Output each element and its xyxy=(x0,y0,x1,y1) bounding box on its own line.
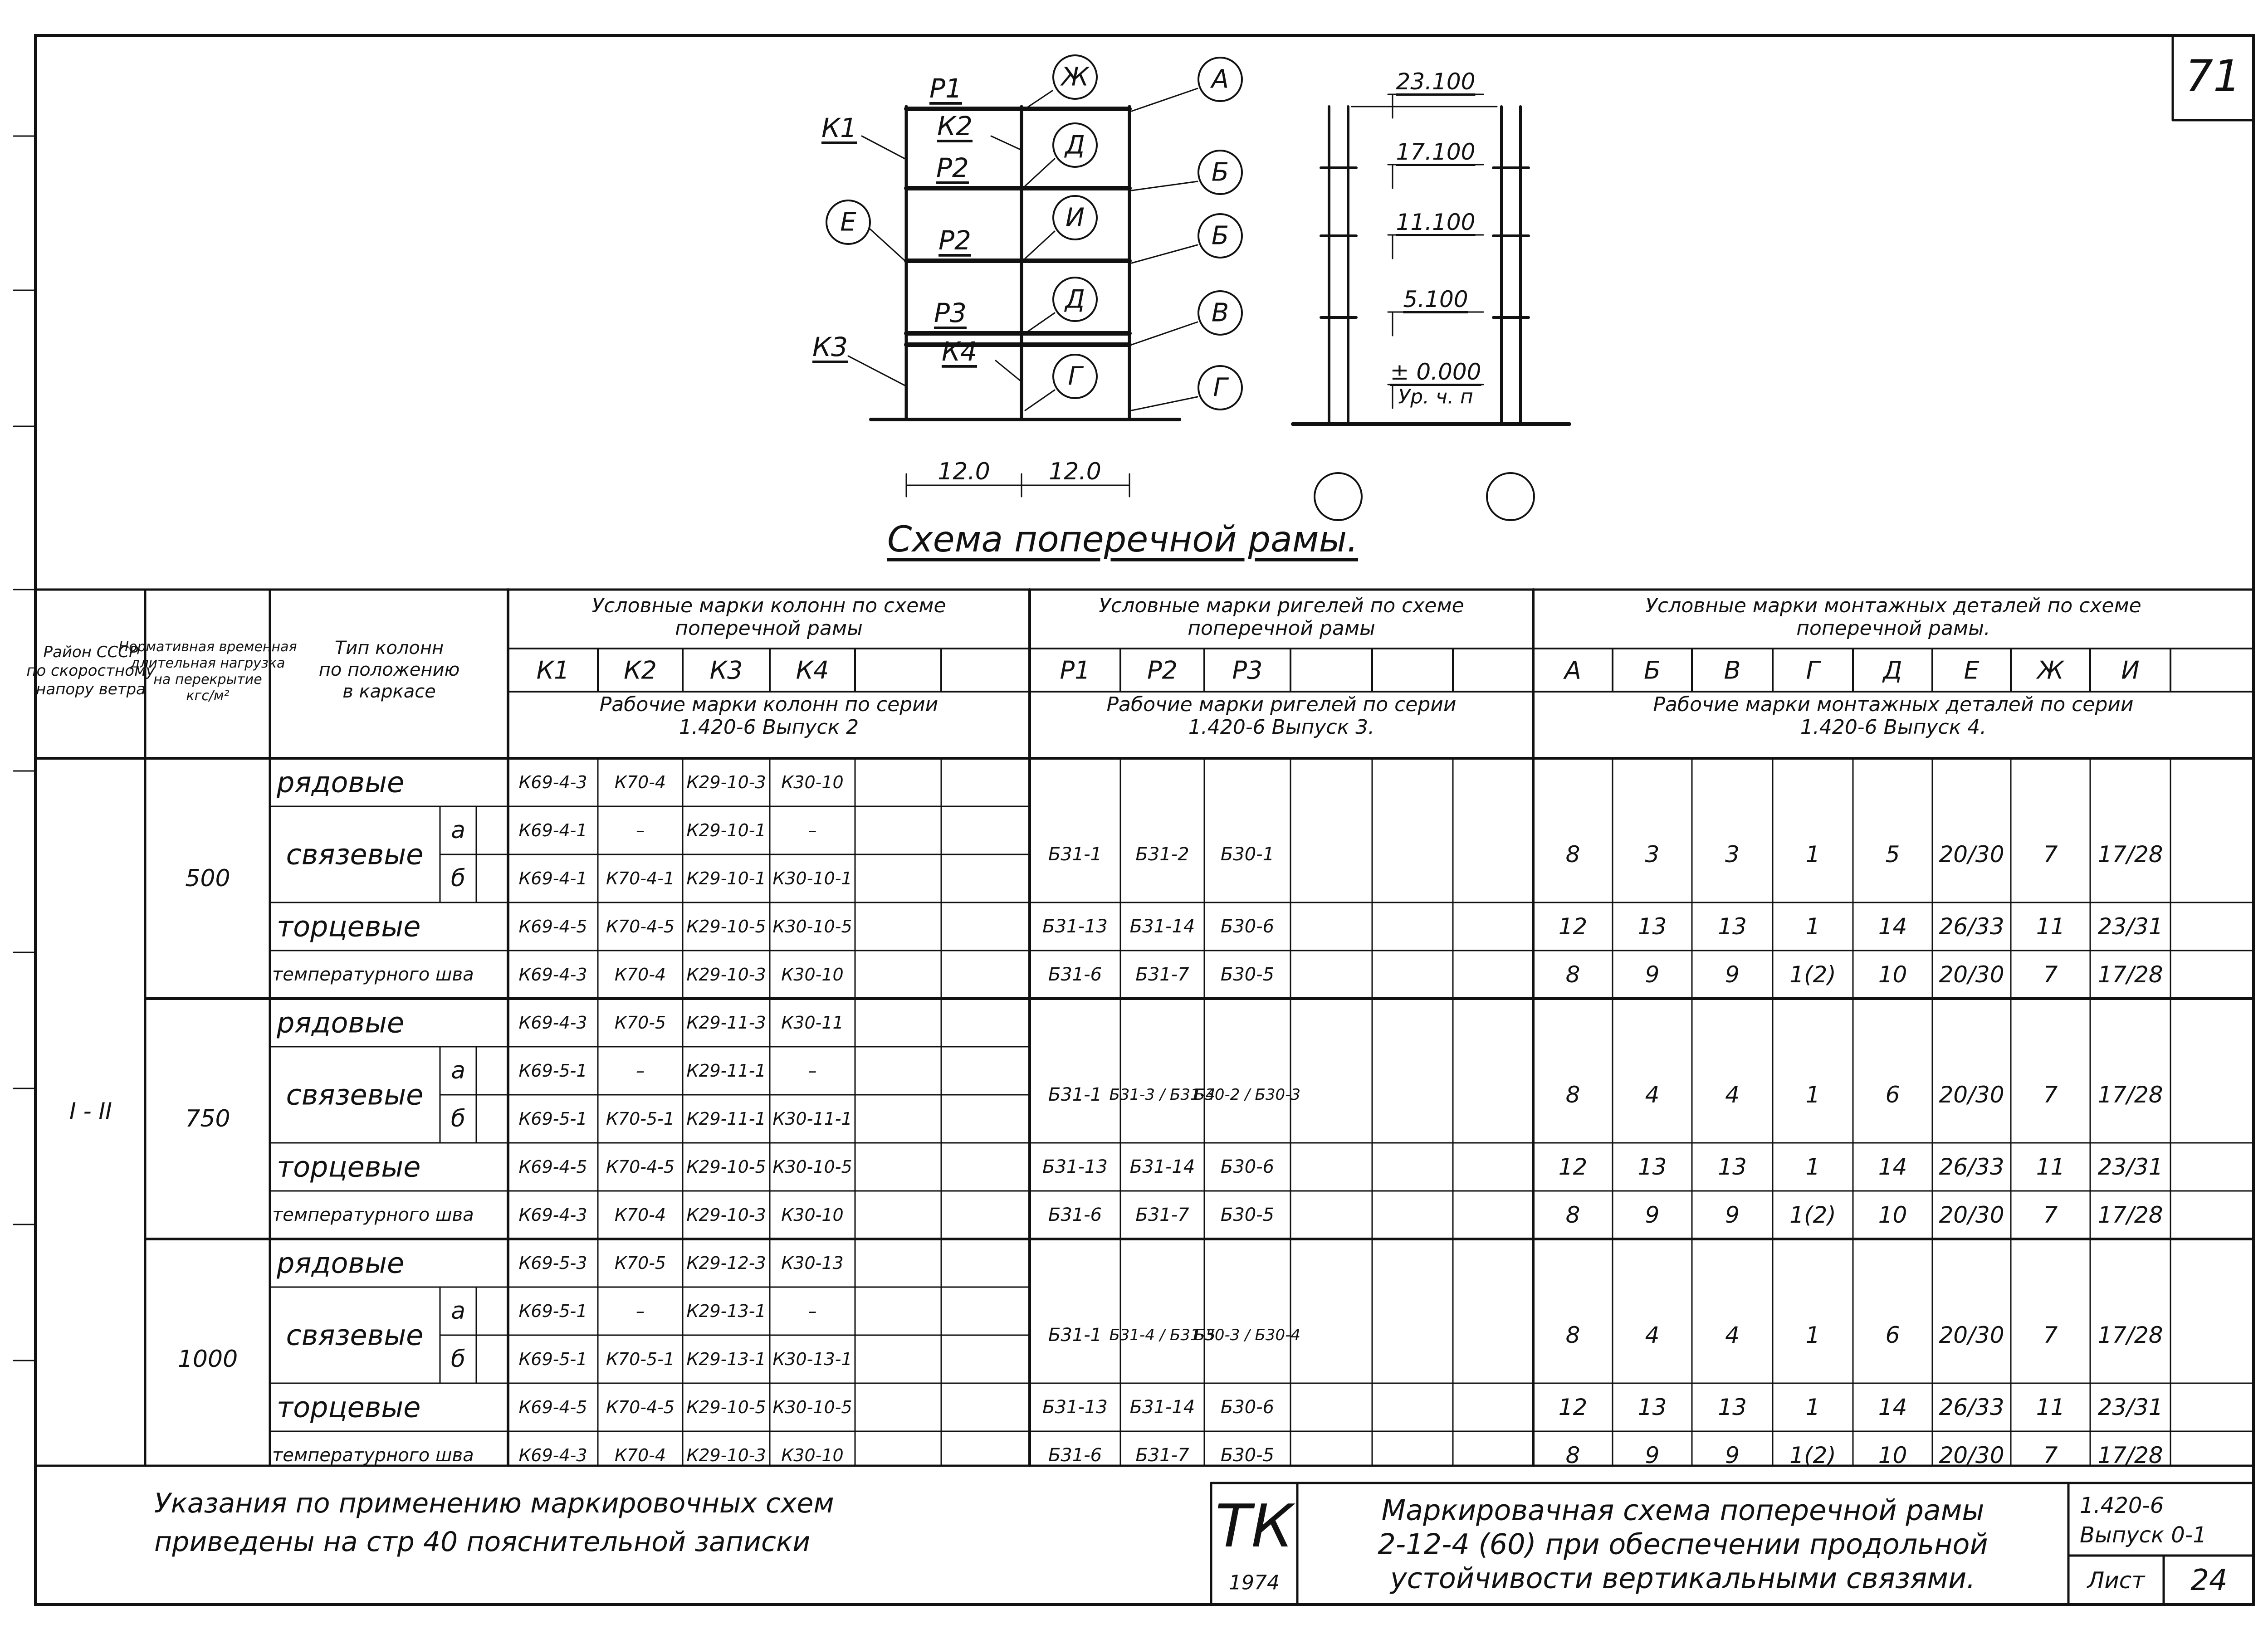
leader-line xyxy=(996,361,1021,381)
detail-mark-cell: 1 xyxy=(1805,1154,1820,1180)
rigel-mark-cell: Б31-14 xyxy=(1129,1156,1195,1177)
brace-variant: б xyxy=(450,865,466,892)
column-mark-cell: К30-10 xyxy=(781,965,844,985)
column-type: рядовые xyxy=(277,1246,405,1280)
detail-mark-cell: 3 xyxy=(1725,841,1740,868)
head-rigel-mark: Р1 xyxy=(1060,656,1090,685)
detail-mark-cell: 11 xyxy=(2036,1394,2065,1420)
rigel-mark-cell: Б31-1 xyxy=(1048,1325,1102,1346)
detail-mark-cell: 13 xyxy=(1718,1394,1747,1420)
brace-variant: а xyxy=(451,817,465,844)
detail-mark-label: Д xyxy=(1065,130,1085,160)
column-mark-cell: К69-4-3 xyxy=(518,1013,587,1033)
column-mark-cell: К30-13 xyxy=(781,1253,844,1273)
detail-mark-cell: 9 xyxy=(1645,1442,1660,1468)
rigel-mark-cell: Б30-5 xyxy=(1220,964,1275,985)
column-mark-cell: К69-4-3 xyxy=(518,1445,587,1465)
detail-mark-cell: 7 xyxy=(2043,961,2058,988)
column-mark-cell: – xyxy=(808,820,817,840)
column-mark-cell: – xyxy=(636,1061,645,1081)
detail-mark-cell: 6 xyxy=(1885,1322,1900,1348)
detail-mark-cell: 12 xyxy=(1558,913,1588,940)
detail-mark-cell: 20/30 xyxy=(1939,841,2004,868)
head-detail-mark: Б xyxy=(1643,656,1661,685)
column-type: связевые xyxy=(286,838,424,871)
column-mark-cell: К29-10-5 xyxy=(686,1397,766,1417)
column-mark-cell: К69-4-3 xyxy=(518,965,587,985)
member-label: К3 xyxy=(812,332,848,362)
column-mark-cell: К29-10-1 xyxy=(686,820,766,840)
detail-mark-label: В xyxy=(1211,298,1229,328)
column-type: торцевые xyxy=(277,1390,421,1424)
detail-mark-cell: 11 xyxy=(2036,1154,2065,1180)
detail-mark-cell: 7 xyxy=(2043,1322,2058,1348)
detail-mark-cell: 26/33 xyxy=(1939,1394,2004,1420)
column-mark-cell: – xyxy=(808,1301,817,1321)
elevation-label: 23.100 xyxy=(1396,68,1476,95)
column-mark-cell: К30-11-1 xyxy=(772,1109,852,1129)
detail-mark-cell: 26/33 xyxy=(1939,913,2004,940)
head-details-series: Рабочие марки монтажных деталей по серии 1.420-6 Выпуск 4. xyxy=(1653,693,2134,739)
detail-mark-cell: 14 xyxy=(1878,1394,1907,1420)
column-type: температурного шва xyxy=(272,1205,474,1225)
column-mark-cell: К30-10 xyxy=(781,1445,844,1465)
level-note: Ур. ч. п xyxy=(1398,385,1473,409)
column-mark-cell: К70-5 xyxy=(614,1013,666,1033)
issue-number: Выпуск 0-1 xyxy=(2080,1522,2207,1548)
brace-variant: а xyxy=(451,1297,465,1325)
detail-mark-cell: 10 xyxy=(1878,961,1907,988)
detail-mark-cell: 20/30 xyxy=(1939,1202,2004,1228)
brace-variant: б xyxy=(450,1346,466,1373)
rigel-mark-cell: Б31-1 xyxy=(1048,844,1102,865)
column-mark-cell: К30-10-5 xyxy=(772,917,852,937)
sheet-title: устойчивости вертикальными связями. xyxy=(1390,1561,1976,1595)
column-mark-cell: К30-11 xyxy=(781,1013,844,1033)
head-detail-mark: Д xyxy=(1883,656,1902,685)
detail-mark-cell: 1 xyxy=(1805,913,1820,940)
member-label: Р3 xyxy=(934,298,967,328)
column-mark-cell: К29-13-1 xyxy=(686,1301,766,1321)
head-columns-series: Рабочие марки колонн по серии 1.420-6 Выпуск 2 xyxy=(599,693,938,739)
detail-mark-cell: 8 xyxy=(1565,1442,1580,1468)
leader-line xyxy=(1025,390,1055,410)
detail-mark-cell: 13 xyxy=(1637,913,1667,940)
member-label: К2 xyxy=(937,111,973,141)
head-rigel-mark: Р2 xyxy=(1147,656,1178,685)
column-mark-cell: К29-10-5 xyxy=(686,1157,766,1177)
column-mark-cell: К30-10 xyxy=(781,1205,844,1225)
detail-mark-cell: 10 xyxy=(1878,1202,1907,1228)
detail-mark-cell: 5 xyxy=(1885,841,1900,868)
tk-mark: ТК xyxy=(1215,1492,1293,1561)
column-mark-cell: К70-4 xyxy=(614,1205,666,1225)
detail-mark-cell: 13 xyxy=(1718,913,1747,940)
detail-mark-cell: 13 xyxy=(1637,1154,1667,1180)
elevation-label: 11.100 xyxy=(1396,209,1476,235)
member-label: К4 xyxy=(941,336,978,367)
elevation-label: ± 0.000 xyxy=(1390,359,1481,385)
head-region: Район СССР по скоростному напору ветра xyxy=(26,643,155,698)
leader-line xyxy=(1025,231,1055,259)
detail-mark-cell: 9 xyxy=(1725,961,1740,988)
column-mark-cell: К70-4-5 xyxy=(606,1397,675,1417)
leader-line xyxy=(1025,91,1052,109)
column-mark-cell: К29-11-1 xyxy=(686,1109,766,1129)
detail-mark-cell: 1(2) xyxy=(1789,961,1836,988)
rigel-mark-cell: Б31-7 xyxy=(1135,1205,1189,1225)
rigel-mark-cell: Б31-6 xyxy=(1048,964,1102,985)
detail-mark-cell: 1 xyxy=(1805,1394,1820,1420)
detail-mark-label: Г xyxy=(1068,361,1082,391)
head-column-mark: К1 xyxy=(536,656,570,685)
head-rigels-series: Рабочие марки ригелей по серии 1.420-6 Выпуск 3. xyxy=(1106,693,1457,739)
detail-mark-cell: 23/31 xyxy=(2097,1154,2163,1180)
detail-mark-cell: 8 xyxy=(1565,961,1580,988)
column-mark-cell: К69-4-5 xyxy=(518,917,587,937)
column-mark-cell: К29-11-1 xyxy=(686,1061,766,1081)
column-type: рядовые xyxy=(277,766,405,799)
detail-mark-cell: 23/31 xyxy=(2097,913,2163,940)
detail-mark-label: Ж xyxy=(1061,62,1089,92)
rigel-mark-cell: Б31-13 xyxy=(1042,916,1108,937)
foundation-circle xyxy=(1487,473,1534,520)
column-mark-cell: К69-5-1 xyxy=(518,1301,587,1321)
head-type: Тип колонн по положению в каркасе xyxy=(318,638,460,702)
leader-line xyxy=(1132,181,1198,190)
column-mark-cell: К29-12-3 xyxy=(686,1253,766,1273)
column-mark-cell: К69-4-3 xyxy=(518,772,587,792)
detail-mark-cell: 8 xyxy=(1565,1202,1580,1228)
detail-mark-cell: 14 xyxy=(1878,913,1907,940)
column-type: связевые xyxy=(286,1078,424,1112)
rigel-mark-cell: Б31-14 xyxy=(1129,1397,1195,1418)
detail-mark-label: Б xyxy=(1211,221,1229,251)
head-load: Нормативная временная длительная нагрузка на перекрытие кгс/м² xyxy=(118,639,297,704)
column-mark-cell: К70-5 xyxy=(614,1253,666,1273)
column-mark-cell: К29-10-3 xyxy=(686,772,766,792)
dimension-label: 12.0 xyxy=(1049,458,1101,485)
column-mark-cell: К70-4 xyxy=(614,965,666,985)
sheet-label: Лист xyxy=(2087,1567,2145,1594)
detail-mark-cell: 14 xyxy=(1878,1154,1907,1180)
sheet-number: 24 xyxy=(2190,1564,2228,1597)
rigel-mark-cell: Б31-14 xyxy=(1129,916,1195,937)
head-detail-mark: Ж xyxy=(2037,656,2064,685)
leader-line xyxy=(1132,88,1198,111)
column-mark-cell: К69-5-3 xyxy=(518,1253,587,1273)
leader-line xyxy=(1025,159,1055,186)
column-type: торцевые xyxy=(277,1150,421,1184)
detail-mark-cell: 6 xyxy=(1885,1082,1900,1108)
head-column-mark: К3 xyxy=(709,656,743,685)
rigel-mark-cell: Б31-3 / Б31-4 xyxy=(1109,1086,1216,1104)
column-type: торцевые xyxy=(277,910,421,943)
detail-mark-cell: 4 xyxy=(1645,1082,1660,1108)
detail-mark-cell: 11 xyxy=(2036,913,2065,940)
rigel-mark-cell: Б30-6 xyxy=(1220,916,1275,937)
detail-mark-cell: 20/30 xyxy=(1939,1322,2004,1348)
detail-mark-cell: 4 xyxy=(1645,1322,1660,1348)
rigel-mark-cell: Б30-1 xyxy=(1220,844,1275,865)
rigel-mark-cell: Б30-6 xyxy=(1220,1397,1275,1418)
leader-line xyxy=(1132,245,1198,263)
detail-mark-cell: 9 xyxy=(1725,1442,1740,1468)
series-number: 1.420-6 xyxy=(2080,1493,2164,1518)
detail-mark-cell: 7 xyxy=(2043,1442,2058,1468)
detail-mark-cell: 17/28 xyxy=(2097,1082,2163,1108)
head-details-group: Условные марки монтажных деталей по схеме поперечной рамы. xyxy=(1645,594,2141,640)
head-column-mark: К2 xyxy=(624,656,657,685)
member-label: Р2 xyxy=(936,152,969,183)
head-detail-mark: А xyxy=(1564,656,1581,685)
corner-sheet-number: 71 xyxy=(2185,51,2241,102)
sheet-title: Маркировачная схема поперечной рамы xyxy=(1381,1493,1984,1527)
detail-mark-label: А xyxy=(1211,64,1229,94)
detail-mark-cell: 1 xyxy=(1805,1322,1820,1348)
footnote-line: Указания по применению маркировочных схем xyxy=(154,1488,834,1519)
sheet-title: 2-12-4 (60) при обеспечении продольной xyxy=(1378,1527,1988,1561)
detail-mark-label: Е xyxy=(840,207,856,237)
member-label: К1 xyxy=(821,112,857,143)
detail-mark-cell: 17/28 xyxy=(2097,1322,2163,1348)
detail-mark-cell: 8 xyxy=(1565,1082,1580,1108)
head-columns-group: Условные марки колонн по схеме поперечной рамы xyxy=(591,594,946,640)
load-value: 750 xyxy=(185,1105,230,1132)
column-mark-cell: К70-4-5 xyxy=(606,917,675,937)
column-mark-cell: К69-4-1 xyxy=(518,820,587,840)
leader-line xyxy=(1132,322,1198,345)
detail-mark-cell: 17/28 xyxy=(2097,841,2163,868)
rigel-mark-cell: Б31-1 xyxy=(1048,1084,1102,1105)
column-mark-cell: К29-10-3 xyxy=(686,965,766,985)
column-mark-cell: К69-4-3 xyxy=(518,1205,587,1225)
column-mark-cell: К30-10 xyxy=(781,772,844,792)
rigel-mark-cell: Б31-7 xyxy=(1135,964,1189,985)
dimension-label: 12.0 xyxy=(938,458,990,485)
detail-mark-label: Г xyxy=(1213,373,1227,403)
leader-line xyxy=(1025,313,1055,333)
detail-mark-cell: 7 xyxy=(2043,841,2058,868)
detail-mark-cell: 1 xyxy=(1805,1082,1820,1108)
column-mark-cell: К30-13-1 xyxy=(772,1349,852,1369)
rigel-mark-cell: Б31-13 xyxy=(1042,1156,1108,1177)
detail-mark-cell: 4 xyxy=(1725,1322,1740,1348)
load-value: 1000 xyxy=(177,1346,238,1373)
detail-mark-cell: 12 xyxy=(1558,1154,1588,1180)
column-mark-cell: К70-4 xyxy=(614,1445,666,1465)
detail-mark-cell: 13 xyxy=(1718,1154,1747,1180)
column-type: рядовые xyxy=(277,1006,405,1039)
detail-mark-cell: 12 xyxy=(1558,1394,1588,1420)
leader-line xyxy=(870,229,905,261)
detail-mark-cell: 1 xyxy=(1805,841,1820,868)
detail-mark-cell: 7 xyxy=(2043,1202,2058,1228)
detail-mark-cell: 26/33 xyxy=(1939,1154,2004,1180)
detail-mark-cell: 20/30 xyxy=(1939,1082,2004,1108)
detail-mark-cell: 20/30 xyxy=(1939,1442,2004,1468)
detail-mark-cell: 17/28 xyxy=(2097,1202,2163,1228)
rigel-mark-cell: Б31-7 xyxy=(1135,1445,1189,1466)
column-mark-cell: К69-4-5 xyxy=(518,1397,587,1417)
detail-mark-cell: 1(2) xyxy=(1789,1442,1836,1468)
rigel-mark-cell: Б31-4 / Б31-5 xyxy=(1109,1326,1216,1344)
member-label: Р2 xyxy=(938,225,971,256)
detail-mark-cell: 9 xyxy=(1645,1202,1660,1228)
column-mark-cell: К69-5-1 xyxy=(518,1109,587,1129)
detail-mark-cell: 10 xyxy=(1878,1442,1907,1468)
rigel-mark-cell: Б31-2 xyxy=(1135,844,1189,865)
elevation-label: 17.100 xyxy=(1396,139,1476,165)
column-type: температурного шва xyxy=(272,964,474,985)
leader-line xyxy=(848,356,905,385)
detail-mark-cell: 4 xyxy=(1725,1082,1740,1108)
column-mark-cell: – xyxy=(808,1061,817,1081)
foundation-circle xyxy=(1315,473,1362,520)
head-column-mark: К4 xyxy=(796,656,829,685)
column-mark-cell: К69-4-5 xyxy=(518,1157,587,1177)
detail-mark-label: Д xyxy=(1065,284,1085,314)
head-detail-mark: Е xyxy=(1964,656,1980,685)
head-detail-mark: Г xyxy=(1806,656,1820,685)
column-mark-cell: – xyxy=(636,820,645,840)
brace-variant: б xyxy=(450,1105,466,1132)
detail-mark-label: Б xyxy=(1211,157,1229,187)
detail-mark-cell: 23/31 xyxy=(2097,1394,2163,1420)
column-type: температурного шва xyxy=(272,1445,474,1466)
detail-mark-cell: 7 xyxy=(2043,1082,2058,1108)
head-rigel-mark: Р3 xyxy=(1232,656,1263,685)
load-value: 500 xyxy=(185,865,230,892)
column-mark-cell: К29-10-1 xyxy=(686,868,766,888)
detail-mark-cell: 17/28 xyxy=(2097,961,2163,988)
detail-mark-cell: 9 xyxy=(1725,1202,1740,1228)
footnote-line: приведены на стр 40 пояснительной записки xyxy=(154,1526,811,1558)
rigel-mark-cell: Б30-2 / Б30-3 xyxy=(1194,1086,1301,1104)
column-type: связевые xyxy=(286,1318,424,1352)
sheet-border xyxy=(35,35,2253,1605)
column-mark-cell: К70-4-5 xyxy=(606,1157,675,1177)
column-mark-cell: К29-10-3 xyxy=(686,1445,766,1465)
head-detail-mark: И xyxy=(2121,656,2140,685)
rigel-mark-cell: Б30-3 / Б30-4 xyxy=(1194,1326,1301,1344)
detail-mark-label: И xyxy=(1066,203,1085,233)
rigel-mark-cell: Б30-5 xyxy=(1220,1205,1275,1225)
column-mark-cell: К69-4-1 xyxy=(518,868,587,888)
column-mark-cell: К69-5-1 xyxy=(518,1349,587,1369)
elevation-label: 5.100 xyxy=(1403,286,1468,312)
rigel-mark-cell: Б31-13 xyxy=(1042,1397,1108,1418)
detail-mark-cell: 8 xyxy=(1565,1322,1580,1348)
head-rigels-group: Условные марки ригелей по схеме поперечной рамы xyxy=(1099,594,1464,640)
rigel-mark-cell: Б30-5 xyxy=(1220,1445,1275,1466)
column-mark-cell: К70-4 xyxy=(614,772,666,792)
column-mark-cell: К29-11-3 xyxy=(686,1013,766,1033)
leader-line xyxy=(862,136,905,159)
column-mark-cell: К70-5-1 xyxy=(606,1349,675,1369)
column-mark-cell: К69-5-1 xyxy=(518,1061,587,1081)
column-mark-cell: К29-13-1 xyxy=(686,1349,766,1369)
wind-region: I - II xyxy=(69,1098,112,1124)
detail-mark-cell: 3 xyxy=(1645,841,1660,868)
year: 1974 xyxy=(1229,1571,1280,1595)
column-mark-cell: К30-10-1 xyxy=(772,868,852,888)
rigel-mark-cell: Б31-6 xyxy=(1048,1445,1102,1466)
column-mark-cell: К30-10-5 xyxy=(772,1397,852,1417)
column-mark-cell: К70-4-1 xyxy=(606,868,675,888)
leader-line xyxy=(1132,397,1198,410)
column-mark-cell: К70-5-1 xyxy=(606,1109,675,1129)
column-mark-cell: – xyxy=(636,1301,645,1321)
column-mark-cell: К29-10-5 xyxy=(686,917,766,937)
member-label: Р1 xyxy=(929,73,962,104)
detail-mark-cell: 8 xyxy=(1565,841,1580,868)
detail-mark-cell: 9 xyxy=(1645,961,1660,988)
column-mark-cell: К29-10-3 xyxy=(686,1205,766,1225)
brace-variant: а xyxy=(451,1057,465,1084)
detail-mark-cell: 13 xyxy=(1637,1394,1667,1420)
detail-mark-cell: 1(2) xyxy=(1789,1202,1836,1228)
column-mark-cell: К30-10-5 xyxy=(772,1157,852,1177)
leader-line xyxy=(991,136,1021,150)
rigel-mark-cell: Б30-6 xyxy=(1220,1156,1275,1177)
detail-mark-cell: 17/28 xyxy=(2097,1442,2163,1468)
rigel-mark-cell: Б31-6 xyxy=(1048,1205,1102,1225)
head-detail-mark: В xyxy=(1724,656,1741,685)
detail-mark-cell: 20/30 xyxy=(1939,961,2004,988)
schema-title: Схема поперечной рамы. xyxy=(887,519,1359,560)
